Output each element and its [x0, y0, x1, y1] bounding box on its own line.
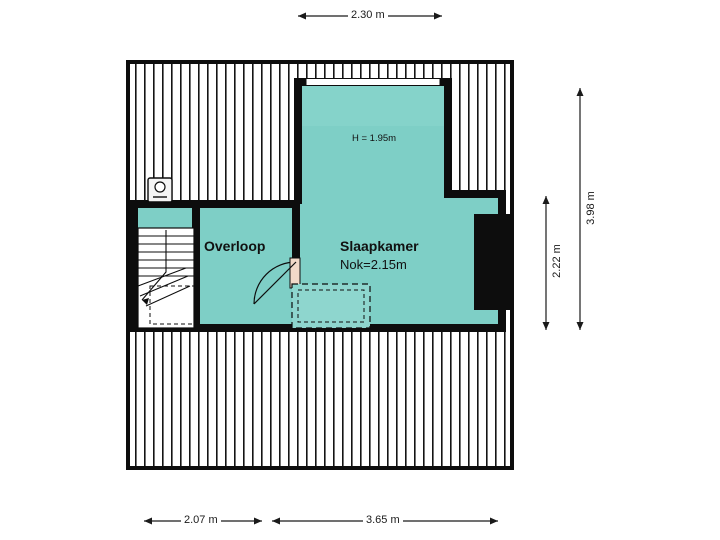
meter-box-icon [148, 178, 172, 202]
room-label-overloop: Overloop [204, 238, 266, 254]
dim-right-inner-height-label: 2.22 m [551, 241, 563, 281]
floor-sheen [300, 86, 446, 126]
dim-top-width-label: 2.30 m [348, 9, 388, 21]
dim-bottom-left-width-label: 2.07 m [181, 514, 221, 526]
room-label-slaapkamer: Slaapkamer [340, 238, 419, 254]
height-note-label: H = 1.95m [352, 133, 397, 144]
room-sublabel-slaapkamer: Nok=2.15m [340, 257, 407, 272]
window-top [306, 79, 440, 86]
roof-hatch-bottom [130, 330, 510, 466]
staircase [138, 228, 194, 328]
dim-right-outer-height-label: 3.98 m [585, 188, 597, 228]
dim-bottom-right-width-label: 3.65 m [363, 514, 403, 526]
low-ceiling-zone [292, 284, 370, 328]
